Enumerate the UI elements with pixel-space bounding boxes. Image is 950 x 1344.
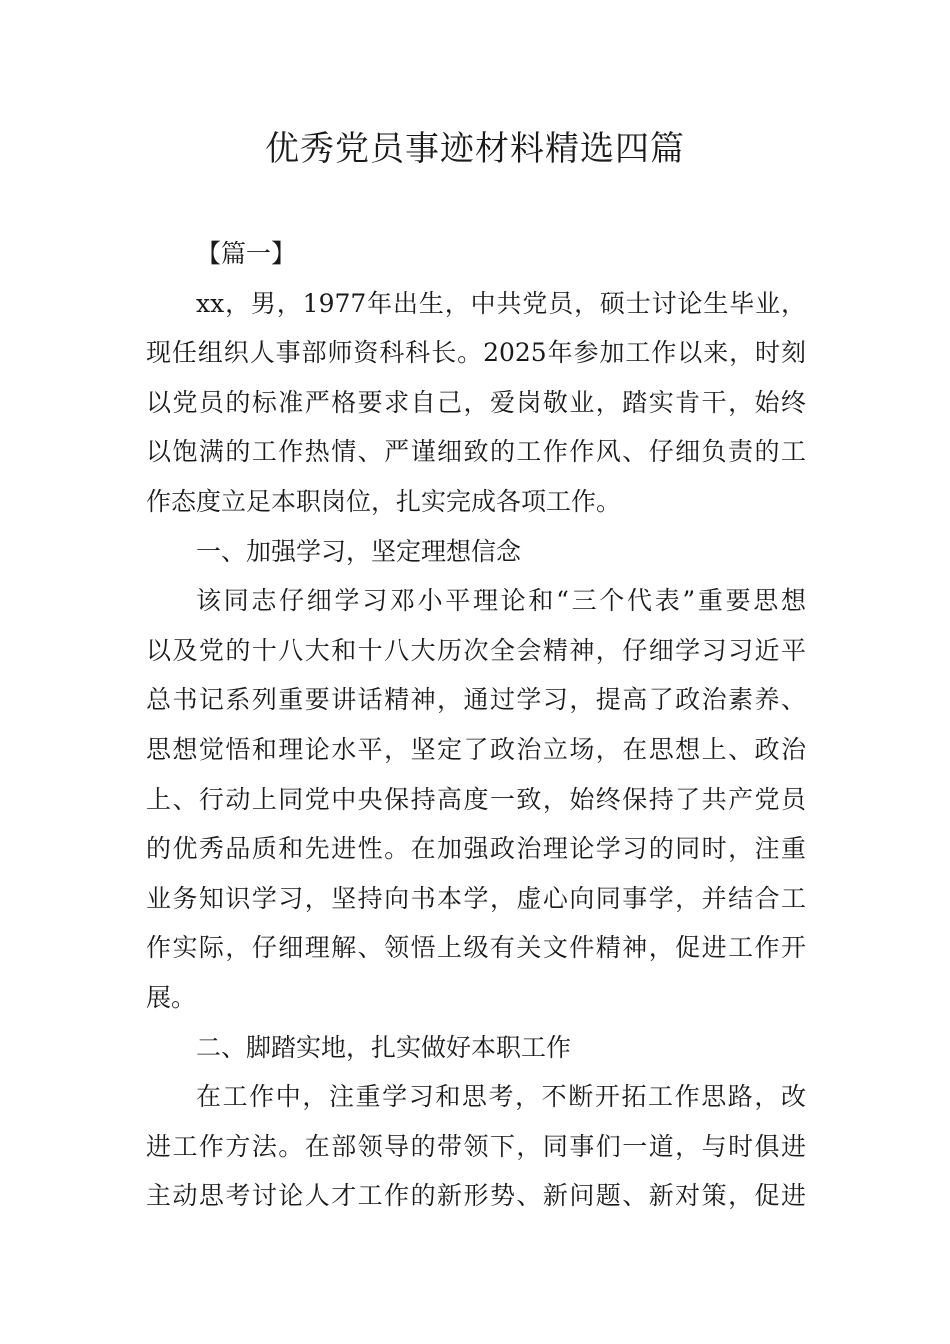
text-line: 现任组织人事部师资科科长。2025年参加工作以来，时刻	[146, 338, 806, 368]
text-line: 上、行动上同党中央保持高度一致，始终保持了共产党员	[146, 784, 806, 814]
document-body	[146, 229, 806, 1221]
text-line: 作实际，仔细理解、领悟上级有关文件精神，促进工作开	[146, 933, 806, 963]
text-line: 业务知识学习，坚持向书本学，虚心向同事学，并结合工	[146, 883, 806, 913]
text-line: 该同志仔细学习邓小平理论和“三个代表”重要思想	[196, 586, 806, 616]
paragraph-lines	[146, 279, 806, 1221]
text-line: 在工作中，注重学习和思考，不断开拓工作思路，改	[196, 1082, 806, 1112]
text-line: 展。	[146, 982, 197, 1012]
text-line: xx，男，1977年出生，中共党员，硕士讨论生毕业，	[196, 288, 806, 318]
text-line: 以及党的十八大和十八大历次全会精神，仔细学习习近平	[146, 635, 806, 665]
document-title: 优秀党员事迹材料精选四篇	[265, 129, 685, 169]
text-line: 的优秀品质和先进性。在加强政治理论学习的同时，注重	[146, 834, 806, 864]
text-line: 主动思考讨论人才工作的新形势、新问题、新对策，促进	[146, 1181, 806, 1211]
text-line: 一、加强学习，坚定理想信念	[196, 536, 522, 566]
section-label: 【篇一】	[196, 239, 297, 268]
text-line: 作态度立足本职岗位，扎实完成各项工作。	[146, 486, 622, 516]
text-line: 以党员的标准严格要求自己，爱岗敬业，踏实肯干，始终	[146, 387, 806, 417]
text-line: 二、脚踏实地，扎实做好本职工作	[196, 1032, 572, 1062]
text-line: 总书记系列重要讲话精神，通过学习，提高了政治素养、	[146, 685, 806, 715]
text-line: 进工作方法。在部领导的带领下，同事们一道，与时俱进	[146, 1131, 806, 1161]
text-line: 思想觉悟和理论水平，坚定了政治立场，在思想上、政治	[146, 734, 806, 764]
text-line: 以饱满的工作热情、严谨细致的工作作风、仔细负责的工	[146, 437, 806, 467]
